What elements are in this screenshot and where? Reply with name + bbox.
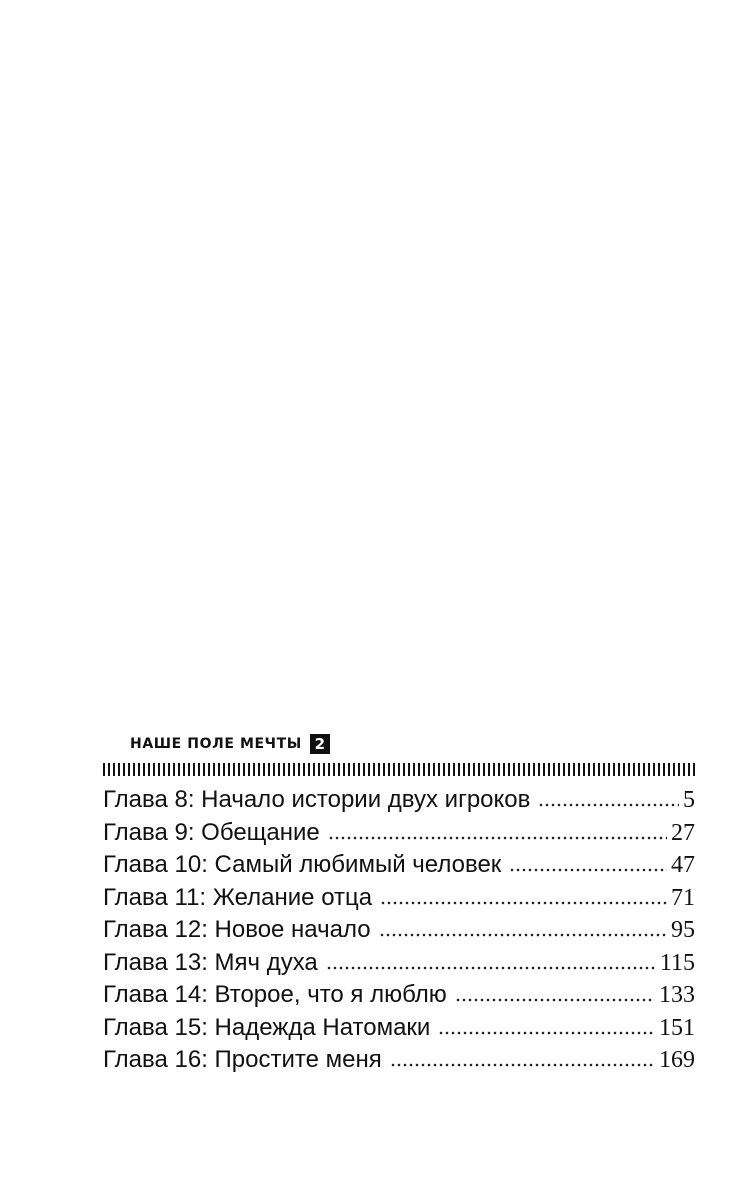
toc-entry: [103, 819, 695, 852]
toc-entry: [103, 851, 695, 884]
toc-entry-label: Глава 12: Новое начало: [103, 916, 371, 943]
dot-leader: [326, 966, 656, 970]
dot-leader: [390, 1063, 655, 1067]
toc-entry-label: Глава 15: Надежда Натомаки: [103, 1013, 431, 1041]
toc-entry: [103, 949, 695, 982]
toc-entry-page: 5: [683, 787, 695, 813]
toc-entry-label: Глава 9: Обещание: [103, 818, 320, 846]
toc-entry: [103, 1014, 695, 1047]
toc-entry: [103, 1046, 695, 1079]
toc-entry-page: 27: [671, 819, 695, 846]
dot-leader: [380, 901, 667, 905]
toc-entry-label: Глава 13: Мяч духа: [103, 948, 318, 976]
series-header: [130, 733, 695, 755]
toc-entry-label: Глава 8: Начало истории двух игроков: [103, 786, 531, 813]
toc-entry-page: 47: [671, 852, 695, 878]
dot-leader: [509, 868, 667, 872]
toc-entry-label: Глава 14: Второе, что я люблю: [103, 981, 447, 1008]
series-title: НАШЕ ПОЛЕ МЕЧТЫ: [130, 736, 302, 752]
tick-divider: [103, 763, 695, 776]
toc-entry: [103, 981, 695, 1014]
table-of-contents: [103, 733, 695, 1079]
toc-entry-page: 151: [659, 1014, 695, 1041]
toc-entry-page: 95: [671, 917, 695, 943]
toc-entry: [103, 916, 695, 949]
dot-leader: [328, 836, 667, 840]
toc-entry-page: 115: [659, 949, 695, 976]
toc-list: [103, 786, 695, 1079]
volume-badge: 2: [310, 734, 330, 754]
toc-entry-label: Глава 11: Желание отца: [103, 883, 373, 911]
toc-entry-page: 133: [659, 982, 695, 1008]
toc-entry-label: Глава 16: Простите меня: [103, 1046, 382, 1073]
toc-entry-label: Глава 10: Самый любимый человек: [103, 851, 502, 878]
dot-leader: [438, 1031, 655, 1035]
toc-entry-page: 169: [659, 1047, 695, 1073]
dot-leader: [379, 933, 667, 937]
toc-entry: [103, 884, 695, 917]
toc-entry-page: 71: [671, 884, 695, 911]
dot-leader: [538, 803, 679, 807]
toc-entry: [103, 786, 695, 819]
dot-leader: [455, 998, 655, 1002]
